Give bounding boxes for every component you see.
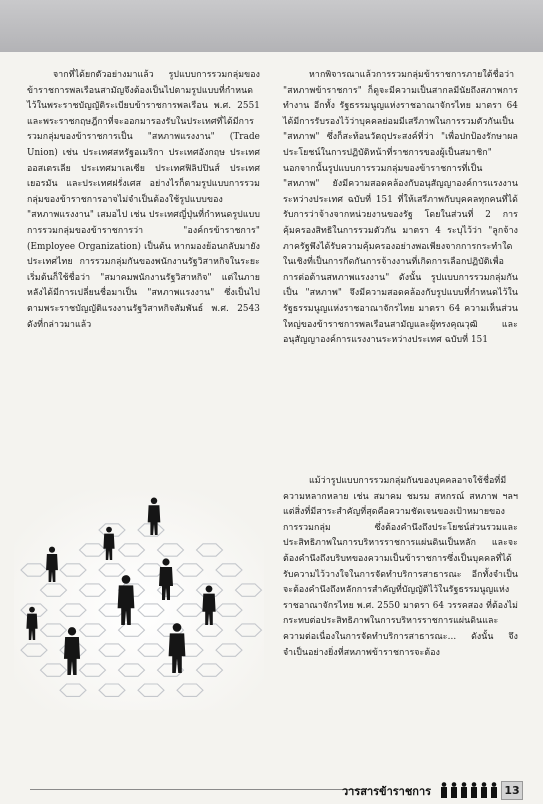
people-network-illustration bbox=[14, 490, 264, 710]
footer-person-mark bbox=[461, 782, 467, 798]
right-column-top bbox=[283, 68, 518, 349]
right-column-bottom bbox=[283, 474, 518, 661]
left-column bbox=[27, 68, 260, 333]
footer bbox=[0, 778, 543, 804]
header-band bbox=[0, 0, 543, 52]
right-paragraph-1: หากพิจารณาแล้วการรวมกลุ่มข้าราชการภายใต้ชื่อว่า "สหภาพข้าราชการ" ก็ดูจะมีความเป็นสากลมีนัยถึงสภาพการทำงาน อีกทั้ง รัฐธรรมนูญแห่งราชอาณาจักรไทย มาตรา 64 ได้มีการรับรองไว้ว่าบุคคลย่อมมีเสรีภาพในการรวมตัวกันเป็น "สหภาพ" ซึ่งก็สะท้อนวัตถุประสงค์ที่ว่า "เพื่อปกป้องรักษาผลประโยชน์ในการปฏิบัติหน้าที่ราชการของผู้เป็นสมาชิก" นอกจากนั้นรูปแบบการรวมกลุ่มของข้าราชการที่เป็น "สหภาพ" ยังมีความสอดคล้องกับอนุสัญญาองค์การแรงงานระหว่างประเทศ ฉบับที่ 151 ที่ให้เสรีภาพกับบุคคลทุกคนที่ได้รับการว่าจ้างจากหน่วยงานของรัฐ โดยในส่วนที่ 2 การคุ้มครองสิทธิในการรวมตัวกัน มาตรา 4 ระบุไว้ว่า "ลูกจ้างภาครัฐพึงได้รับความคุ้มครองอย่างพอเพียงจากการกระทำใด ในเชิงที่เป็นการกีดกันการจ้างงานที่เกิดการเลือกปฏิบัติเพื่อการต่อต้านสหภาพแรงงาน" ดังนั้น รูปแบบการรวมกลุ่มกันเป็น "สหภาพ" จึงมีความสอดคล้องกับรูปแบบที่กำหนดไว้ในรัฐธรรมนูญแห่งราชอาณาจักรไทย มาตรา 64 ความเห็นส่วนใหญ่ของข้าราชการพลเรือนสามัญและผู้ทรงคุณวุฒิ และอนุสัญญาองค์การแรงงานระหว่างประเทศ ฉบับที่ 151 bbox=[283, 70, 518, 346]
page-number: 13 bbox=[501, 781, 523, 800]
people-silhouettes-icon bbox=[439, 781, 501, 799]
footer-rule bbox=[30, 789, 370, 790]
left-paragraph: จากที่ได้ยกตัวอย่างมาแล้ว รูปแบบการรวมกลุ่มของข้าราชการพลเรือนสามัญจึงต้องเป็นไปตามรูปแบบที่กำหนดไว้ในพระราชบัญญัติระเบียบข้าราชการพลเรือน พ.ศ. 2551 และพระราชกฤษฎีกาที่จะออกมารองรับในประเทศที่ได้มีการรวมกลุ่มของข้าราชการเป็น "สหภาพแรงงาน" (Trade Union) เช่น ประเทศสหรัฐอเมริกา ประเทศอังกฤษ ประเทศออสเตรเลีย ประเทศมาเลเซีย ประเทศฟิลิปปินส์ ประเทศเยอรมัน และประเทศฝรั่งเศส อย่างไรก็ตามรูปแบบการรวมกลุ่มของข้าราชการอาจไม่จำเป็นต้องใช้รูปแบบของ "สหภาพแรงงาน" เสมอไป เช่น ประเทศญี่ปุ่นที่กำหนดรูปแบบการรวมกลุ่มของข้าราชการว่า "องค์กรข้าราชการ" (Employee Organization) เป็นต้น หากมองย้อนกลับมายังประเทศไทย การรวมกลุ่มกันของพนักงานรัฐวิสาหกิจในระยะเริ่มต้นก็ใช้ชื่อว่า "สมาคมพนักงานรัฐวิสาหกิจ" แต่ในภายหลังได้มีการเปลี่ยนชื่อมาเป็น "สหภาพแรงงาน" ซึ่งเป็นไปตามพระราชบัญญัติแรงงานรัฐวิสาหกิจสัมพันธ์ พ.ศ. 2543 ดังที่กล่าวมาแล้ว bbox=[27, 70, 260, 330]
footer-person-mark bbox=[491, 782, 497, 798]
magazine-title: วารสารข้าราชการ bbox=[342, 785, 432, 798]
footer-person-mark bbox=[471, 782, 477, 798]
right-paragraph-2: แม้ว่ารูปแบบการรวมกลุ่มกันของบุคคลอาจใช้ชื่อที่มีความหลากหลาย เช่น สมาคม ชมรม สหกรณ์ สหภาพ ฯลฯ แต่สิ่งที่มีสาระสำคัญที่สุดคือความชัดเจนของเป้าหมายของการรวมกลุ่ม ซึ่งต้องคำนึงถึงประโยชน์ส่วนรวมและประสิทธิภาพในการบริหารราชการแผ่นดินเป็นหลัก และจะต้องคำนึงถึงบริบทของความเป็นข้าราชการซึ่งเป็นบุคคลที่ได้รับความไว้วางใจในการจัดทำบริการสาธารณะ อีกทั้งจำเป็นจะต้องคำนึงถึงหลักการสำคัญที่บัญญัติไว้ในรัฐธรรมนูญแห่งราชอาณาจักรไทย พ.ศ. 2550 มาตรา 64 วรรคสอง ที่ต้องไม่กระทบต่อประสิทธิภาพในการบริหารราชการแผ่นดินและความต่อเนื่องในการจัดทำบริการสาธารณะ... ดังนั้น จึงจำเป็นอย่างยิ่งที่สหภาพข้าราชการจะต้อง bbox=[283, 476, 518, 658]
footer-person-mark bbox=[481, 782, 487, 798]
footer-person-mark bbox=[451, 782, 457, 798]
footer-person-mark bbox=[441, 782, 447, 798]
